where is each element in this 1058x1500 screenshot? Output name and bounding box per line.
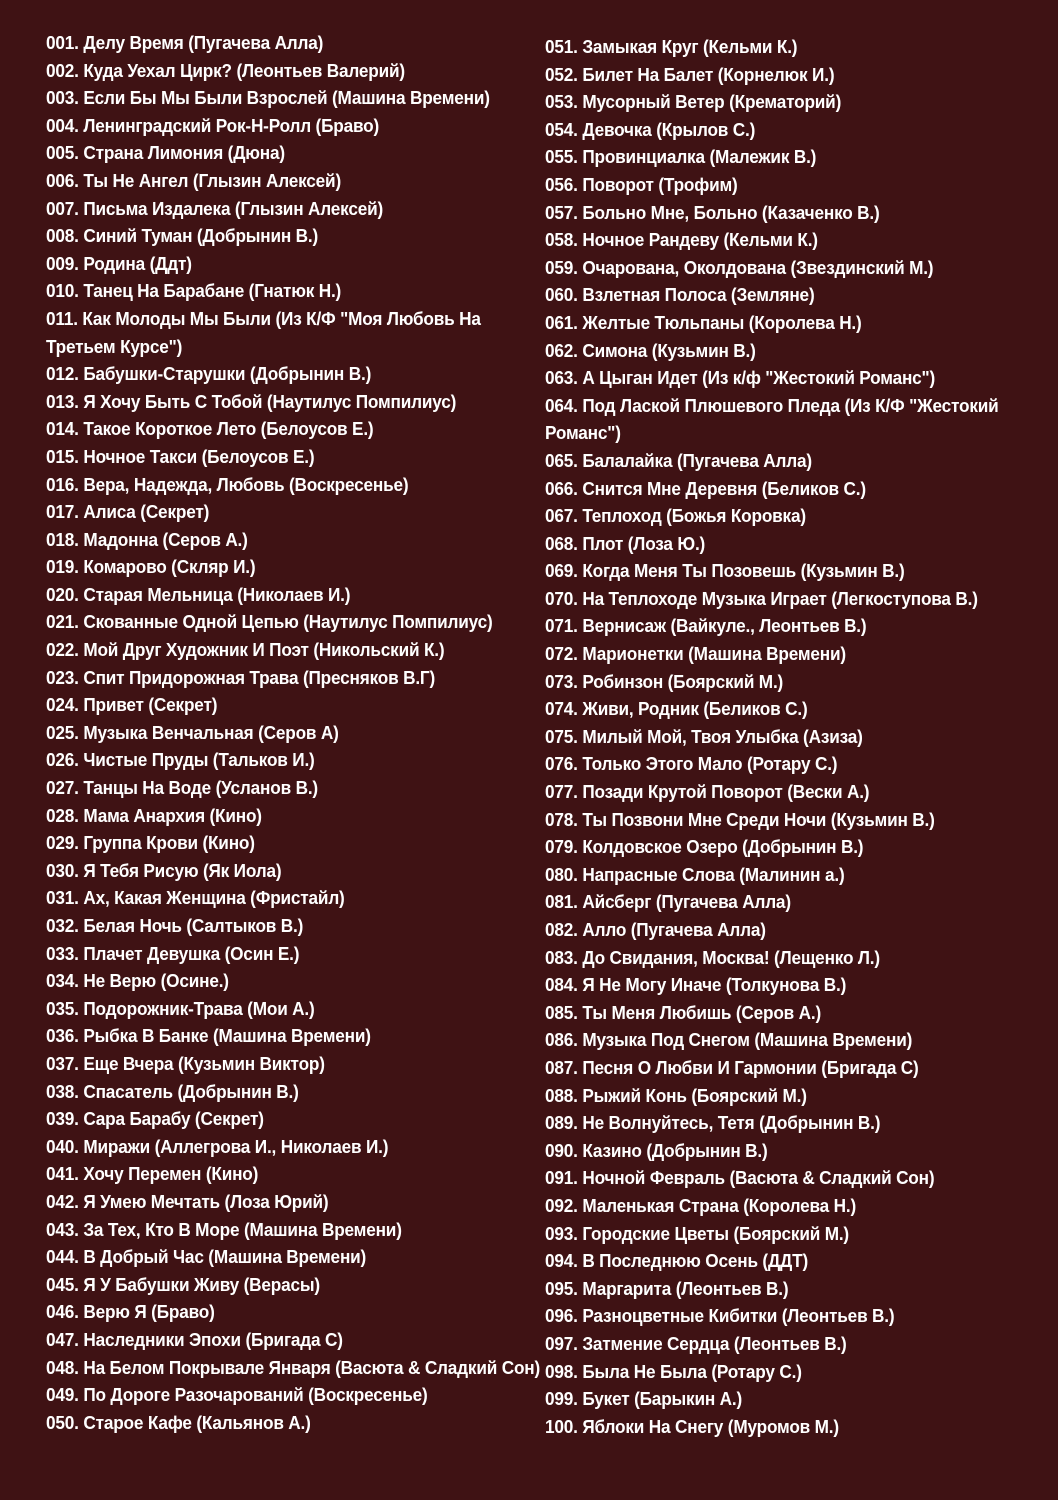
- track-item: 096. Разноцветные Кибитки (Леонтьев В.): [545, 1305, 895, 1327]
- track-item: 003. Если Бы Мы Были Взрослей (Машина Времени): [46, 87, 490, 109]
- track-item: 090. Казино (Добрынин В.): [545, 1139, 768, 1161]
- track-item: 064. Под Лаской Плюшевого Пледа (Из К/Ф "Жестокий Романс"): [545, 394, 999, 444]
- track-item: 017. Алиса (Секрет): [46, 501, 210, 523]
- track-item: 029. Группа Крови (Кино): [46, 832, 255, 854]
- track-item: 066. Снится Мне Деревня (Беликов С.): [545, 477, 866, 499]
- track-item: 023. Спит Придорожная Трава (Пресняков В.Г): [46, 666, 436, 688]
- track-item: 084. Я Не Могу Иначе (Толкунова В.): [545, 974, 847, 996]
- track-item: 002. Куда Уехал Цирк? (Леонтьев Валерий): [46, 59, 405, 81]
- track-item: 016. Вера, Надежда, Любовь (Воскресенье): [46, 473, 409, 495]
- track-item: 005. Страна Лимония (Дюна): [46, 142, 285, 164]
- track-item: 074. Живи, Родник (Беликов С.): [545, 698, 808, 720]
- tracklist-right-column: [545, 33, 1045, 1440]
- track-item: 046. Верю Я (Браво): [46, 1301, 215, 1323]
- track-item: 077. Позади Крутой Поворот (Вески А.): [545, 781, 870, 803]
- track-item: 044. В Добрый Час (Машина Времени): [46, 1246, 367, 1268]
- track-item: 061. Желтые Тюльпаны (Королева Н.): [545, 311, 862, 333]
- track-item: 045. Я У Бабушки Живу (Верасы): [46, 1273, 320, 1295]
- track-item: 055. Провинциалка (Малежик В.): [545, 146, 817, 168]
- track-item: 060. Взлетная Полоса (Земляне): [545, 284, 815, 306]
- track-item: 031. Ах, Какая Женщина (Фристайл): [46, 887, 345, 909]
- track-item: 081. Айсберг (Пугачева Алла): [545, 891, 791, 913]
- track-item: 038. Спасатель (Добрынин В.): [46, 1080, 299, 1102]
- track-item: 015. Ночное Такси (Белоусов Е.): [46, 445, 315, 467]
- track-item: 034. Не Верю (Осине.): [46, 970, 229, 992]
- track-item: 027. Танцы На Воде (Усланов В.): [46, 777, 318, 799]
- track-item: 093. Городские Цветы (Боярский М.): [545, 1222, 849, 1244]
- track-item: 041. Хочу Перемен (Кино): [46, 1163, 259, 1185]
- track-item: 020. Старая Мельница (Николаев И.): [46, 583, 351, 605]
- track-item: 049. По Дороге Разочарований (Воскресенье): [46, 1384, 428, 1406]
- track-item: 042. Я Умею Мечтать (Лоза Юрий): [46, 1190, 329, 1212]
- track-item: 059. Очарована, Околдована (Звездинский М.): [545, 256, 934, 278]
- track-item: 094. В Последнюю Осень (ДДТ): [545, 1250, 808, 1272]
- track-item: 033. Плачет Девушка (Осин Е.): [46, 942, 300, 964]
- track-item: 022. Мой Друг Художник И Поэт (Никольский К.): [46, 639, 445, 661]
- track-item: 056. Поворот (Трофим): [545, 173, 738, 195]
- track-item: 043. За Тех, Кто В Море (Машина Времени): [46, 1218, 402, 1240]
- track-item: 032. Белая Ночь (Салтыков В.): [46, 915, 304, 936]
- track-item: 072. Марионетки (Машина Времени): [545, 643, 846, 665]
- track-item: 088. Рыжий Конь (Боярский М.): [545, 1084, 807, 1106]
- track-item: 079. Колдовское Озеро (Добрынин В.): [545, 836, 864, 858]
- track-item: 075. Милый Мой, Твоя Улыбка (Азиза): [545, 725, 863, 747]
- track-item: 054. Девочка (Крылов С.): [545, 118, 756, 140]
- track-item: 035. Подорожник-Трава (Мои А.): [46, 997, 315, 1019]
- track-item: 028. Мама Анархия (Кино): [46, 804, 262, 826]
- track-item: 085. Ты Меня Любишь (Серов А.): [545, 1001, 822, 1023]
- track-item: 012. Бабушки-Старушки (Добрынин В.): [46, 363, 372, 385]
- track-item: 014. Такое Короткое Лето (Белоусов Е.): [46, 418, 374, 440]
- track-item: 057. Больно Мне, Больно (Казаченко В.): [545, 201, 880, 223]
- track-item: 062. Симона (Кузьмин В.): [545, 339, 756, 361]
- track-item: 083. До Свидания, Москва! (Лещенко Л.): [545, 946, 880, 968]
- track-item: 006. Ты Не Ангел (Глызин Алексей): [46, 169, 341, 191]
- track-item: 037. Еще Вчера (Кузьмин Виктор): [46, 1052, 325, 1074]
- track-item: 008. Синий Туман (Добрынин В.): [46, 225, 319, 247]
- track-item: 080. Напрасные Слова (Малинин а.): [545, 863, 845, 885]
- track-item: 091. Ночной Февраль (Васюта & Сладкий Сон): [545, 1167, 935, 1189]
- track-item: 095. Маргарита (Леонтьев В.): [545, 1277, 789, 1299]
- track-item: 025. Музыка Венчальная (Серов А): [46, 721, 339, 743]
- track-item: 050. Старое Кафе (Кальянов А.): [46, 1411, 311, 1433]
- track-item: 009. Родина (Ддт): [46, 252, 192, 274]
- track-item: 076. Только Этого Мало (Ротару С.): [545, 753, 838, 775]
- track-item: 048. На Белом Покрывале Января (Васюта & Сладкий Сон): [46, 1356, 541, 1378]
- track-item: 098. Была Не Была (Ротару С.): [545, 1360, 802, 1382]
- track-item: 007. Письма Издалека (Глызин Алексей): [46, 197, 384, 219]
- track-item: 092. Маленькая Страна (Королева Н.): [545, 1194, 857, 1216]
- track-item: 070. На Теплоходе Музыка Играет (Легкоступова В.): [545, 587, 978, 609]
- track-item: 100. Яблоки На Снегу (Муромов М.): [545, 1415, 839, 1437]
- track-item: 013. Я Хочу Быть С Тобой (Наутилус Помпилиус): [46, 390, 457, 412]
- track-item: 073. Робинзон (Боярский М.): [545, 670, 784, 692]
- track-item: 063. А Цыган Идет (Из к/ф "Жестокий Романс"): [545, 367, 936, 389]
- track-item: 024. Привет (Секрет): [46, 694, 218, 716]
- track-item: 001. Делу Время (Пугачева Алла): [46, 32, 324, 53]
- track-item: 030. Я Тебя Рисую (Як Иола): [46, 859, 282, 881]
- track-item: 018. Мадонна (Серов А.): [46, 528, 248, 550]
- track-item: 058. Ночное Рандеву (Кельми К.): [545, 229, 818, 251]
- track-item: 052. Билет На Балет (Корнелюк И.): [545, 63, 835, 85]
- track-item: 071. Вернисаж (Вайкуле., Леонтьев В.): [545, 615, 867, 637]
- track-item: 010. Танец На Барабане (Гнатюк Н.): [46, 280, 342, 302]
- track-item: 047. Наследники Эпохи (Бригада С): [46, 1328, 343, 1350]
- track-item: 068. Плот (Лоза Ю.): [545, 532, 706, 554]
- track-item: 036. Рыбка В Банке (Машина Времени): [46, 1025, 371, 1047]
- track-item: 087. Песня О Любви И Гармонии (Бригада С): [545, 1056, 919, 1078]
- track-item: 082. Алло (Пугачева Алла): [545, 919, 766, 940]
- tracklist-left-column: [46, 29, 541, 1436]
- track-item: 021. Скованные Одной Цепью (Наутилус Помпилиус): [46, 611, 493, 633]
- track-item: 097. Затмение Сердца (Леонтьев В.): [545, 1332, 847, 1354]
- track-item: 039. Сара Барабу (Секрет): [46, 1108, 264, 1130]
- track-item: 089. Не Волнуйтесь, Тетя (Добрынин В.): [545, 1112, 881, 1134]
- track-item: 067. Теплоход (Божья Коровка): [545, 505, 806, 527]
- track-item: 051. Замыкая Круг (Кельми К.): [545, 36, 798, 57]
- track-item: 069. Когда Меня Ты Позовешь (Кузьмин В.): [545, 560, 905, 582]
- track-item: 099. Букет (Барыкин А.): [545, 1388, 743, 1410]
- track-item: 086. Музыка Под Снегом (Машина Времени): [545, 1029, 913, 1051]
- track-item: 019. Комарово (Скляр И.): [46, 556, 256, 578]
- track-item: 078. Ты Позвони Мне Среди Ночи (Кузьмин В.): [545, 808, 935, 830]
- track-item: 004. Ленинградский Рок-Н-Ролл (Браво): [46, 114, 380, 136]
- track-item: 053. Мусорный Ветер (Крематорий): [545, 91, 842, 113]
- track-item: 040. Миражи (Аллегрова И., Николаев И.): [46, 1135, 389, 1157]
- track-item: 011. Как Молоды Мы Были (Из К/Ф "Моя Любовь На Третьем Курсе"): [46, 307, 481, 357]
- track-item: 026. Чистые Пруды (Тальков И.): [46, 749, 315, 771]
- track-item: 065. Балалайка (Пугачева Алла): [545, 449, 812, 471]
